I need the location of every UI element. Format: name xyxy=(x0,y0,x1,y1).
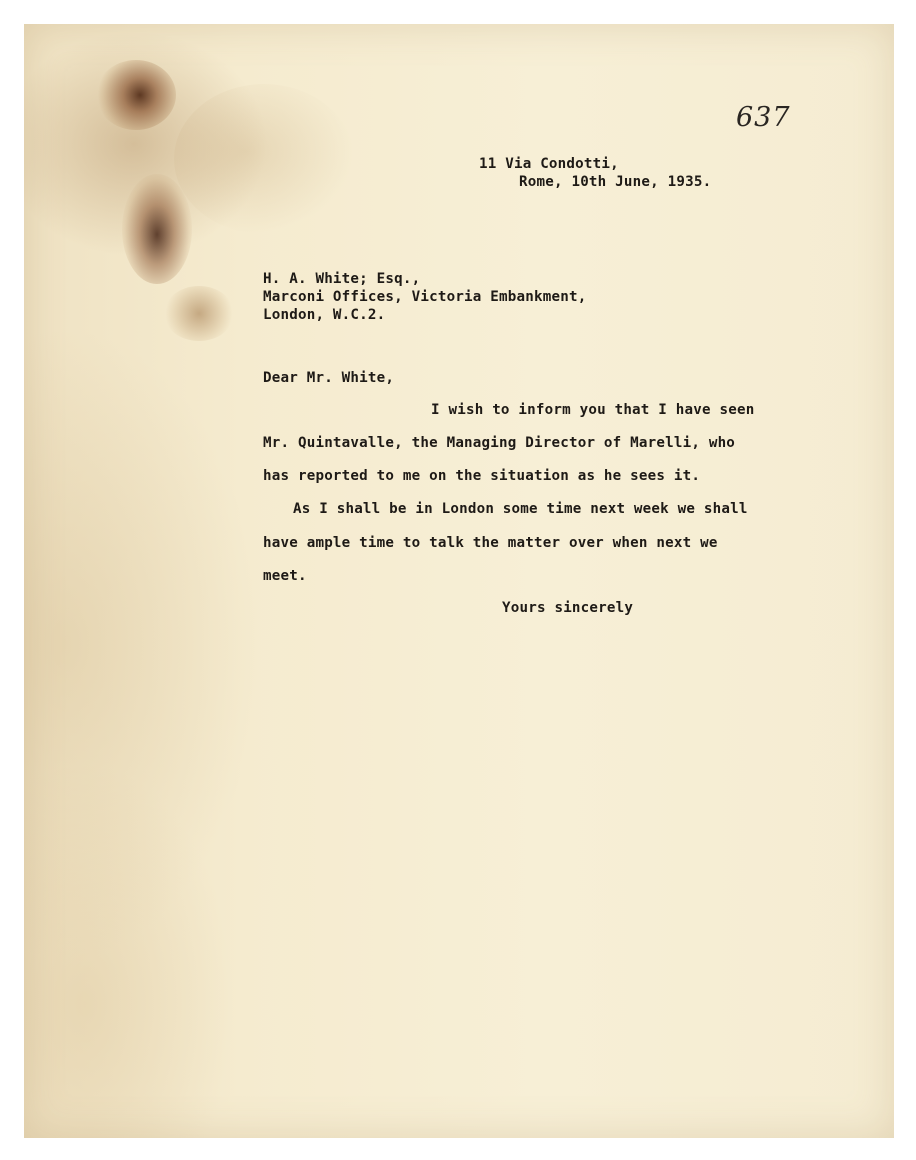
closing: Yours sincerely xyxy=(502,600,634,616)
body-line: Mr. Quintavalle, the Managing Director of Marelli, who xyxy=(263,435,736,451)
body-line: has reported to me on the situation as he sees it. xyxy=(263,468,701,484)
sender-address-line: 11 Via Condotti, xyxy=(479,156,619,172)
body-line: I wish to inform you that I have seen xyxy=(431,402,755,418)
water-stain xyxy=(164,286,234,341)
salutation: Dear Mr. White, xyxy=(263,370,395,386)
letter-sheet xyxy=(24,24,894,1138)
body-line: meet. xyxy=(263,568,307,584)
body-line: have ample time to talk the matter over when next we xyxy=(263,535,718,551)
burn-stain xyxy=(96,60,176,130)
body-line: As I shall be in London some time next week we shall xyxy=(293,501,748,517)
recipient-name: H. A. White; Esq., xyxy=(263,271,421,287)
burn-stain xyxy=(122,174,192,284)
folio-number: 637 xyxy=(736,102,791,133)
letter-date: Rome, 10th June, 1935. xyxy=(519,174,712,190)
recipient-address-line: Marconi Offices, Victoria Embankment, xyxy=(263,289,587,305)
water-stain xyxy=(174,84,354,234)
recipient-address-line: London, W.C.2. xyxy=(263,307,386,323)
